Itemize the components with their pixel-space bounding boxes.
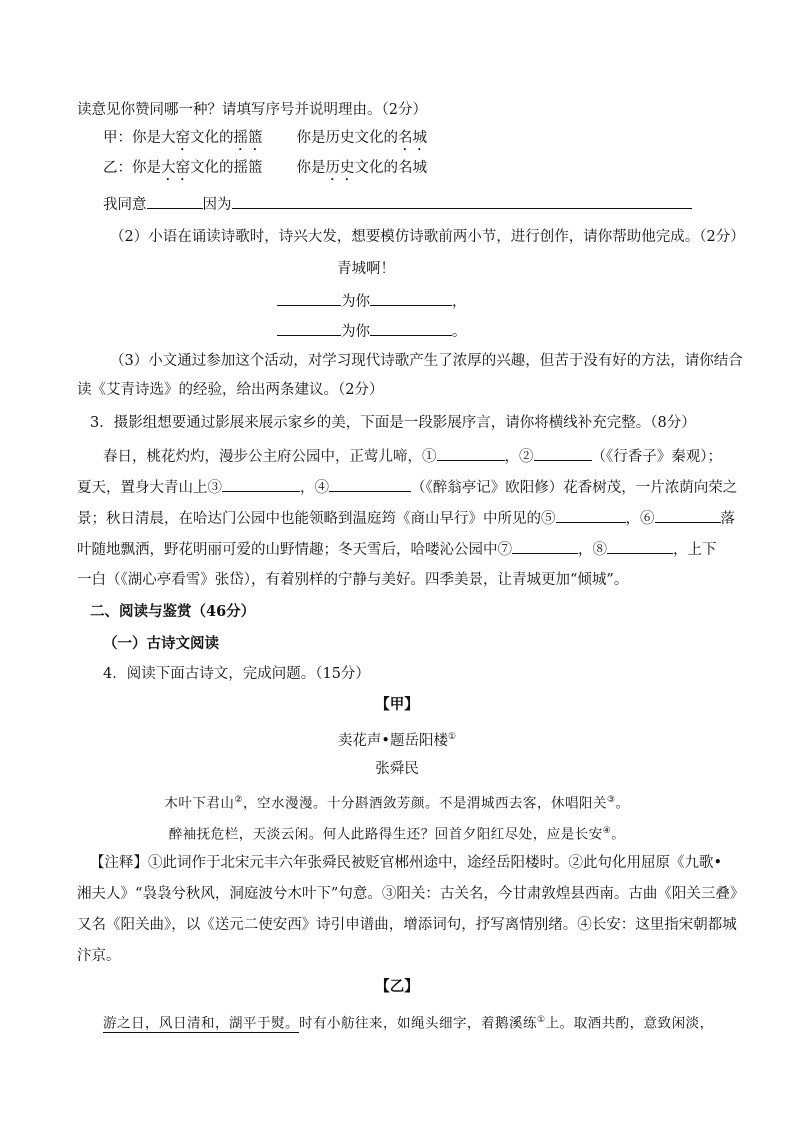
preface-text: ，⑧ [578, 542, 607, 558]
option-jia-emphasis: 摇篮 [233, 130, 263, 146]
poem-author: 张舜民 [375, 761, 419, 777]
answer-blank[interactable] [232, 194, 692, 209]
footnote-marker: ③ [607, 795, 616, 805]
agree-prefix: 我同意 [103, 197, 147, 213]
poem-verse-1 [0, 790, 794, 814]
annotation-line: 汴京。 [77, 948, 121, 964]
agree-because: 因为 [202, 197, 232, 213]
answer-blank[interactable] [556, 508, 626, 523]
preface-text: 叶随地飘洒，野花明丽可爱的山野情趣；冬天雪后，哈喽沁公园中⑦ [77, 542, 512, 558]
preface-text: ，⑥ [625, 511, 655, 527]
verse-text: ，空水漫漫。十分斟酒敛芳颜。不是渭城西去客，休唱阳关 [243, 795, 607, 812]
preface-line [77, 508, 735, 529]
poem-title-text: 卖花声•题岳阳楼 [337, 732, 448, 749]
option-jia-emphasis: 名城 [398, 130, 427, 146]
option-jia [103, 128, 427, 154]
poem-punct: 。 [452, 324, 467, 340]
verse-text: 醉袖抚危栏，天淡云闲。何人此路得生还？回首夕阳红尽处，应是长安 [168, 826, 603, 843]
option-yi-text: 你是 [132, 160, 161, 176]
preface-text: 春日，桃花灼灼，漫步公主府公园中，正莺儿啼，① [103, 449, 437, 465]
option-yi [103, 158, 427, 184]
section-title: 二、阅读与鉴赏（46分） [90, 603, 256, 620]
poem-text: 为你 [341, 324, 370, 340]
answer-blank[interactable] [277, 321, 341, 336]
answer-blank[interactable] [607, 539, 673, 554]
footnote-marker: ① [537, 1015, 546, 1025]
answer-blank[interactable] [437, 446, 505, 461]
footnote-marker: ② [234, 795, 243, 805]
text-tag-jia: 【甲】 [375, 696, 419, 713]
q3-prompt-cont: 读《艾青诗选》的经验，给出两条建议。（2分） [77, 382, 384, 398]
option-yi-emphasis: 大窑 [161, 160, 190, 176]
underlined-sentence: 游之日，风日清和，湖平于熨。 [103, 1015, 299, 1032]
footnote-marker: ① [447, 732, 457, 742]
option-jia-label: 甲： [103, 130, 132, 146]
poem-line-1 [277, 291, 467, 312]
preface-text: ，② [504, 449, 534, 465]
q3-prompt: （3）小文通过参加这个活动，对学习现代诗歌产生了浓厚的兴趣，但苦于没有好的方法，请你结合 [110, 353, 743, 369]
preface-text: ，④ [300, 480, 329, 496]
prose-text: 上。取酒共酌，意致闲淡， [545, 1015, 714, 1032]
footnote-marker: ④ [602, 826, 612, 836]
preface-text: 景；秋日清晨，在哈达门公园中也能领略到温庭筠《商山早行》中所见的⑤ [77, 511, 556, 527]
answer-blank[interactable] [329, 477, 411, 492]
q2-prompt: （2）小语在诵读诗歌时，诗兴大发，想要模仿诗歌前两小节，进行创作，请你帮助他完成。（2分） [110, 229, 745, 245]
poem-verse-2 [0, 821, 794, 845]
poem-title [0, 727, 794, 751]
annotation-line: 又名《阳关曲》，以《送元二使安西》诗引申谱曲，增添词句，抒写离情别绪。④长安：这里指宋朝都城 [77, 917, 737, 933]
preface-text: （《行香子》秦观）； [591, 449, 722, 465]
option-jia-emphasis: 窑 [175, 130, 190, 146]
answer-blank[interactable] [370, 321, 452, 336]
preface-text: 落 [720, 511, 735, 527]
option-yi-label: 乙： [103, 160, 132, 176]
verse-text: 。 [615, 795, 630, 812]
answer-blank[interactable] [655, 508, 721, 523]
q-photo-stem: 3．摄影组想要通过影展来展示家乡的美，下面是一段影展序言，请你将横线补充完整。（8分） [90, 415, 696, 431]
preface-text: ，上下 [673, 542, 717, 558]
answer-blank[interactable] [277, 291, 341, 306]
option-yi-text: 文化的摇篮 [190, 160, 263, 176]
verse-text: 木叶下君山 [164, 795, 235, 812]
answer-blank[interactable] [512, 539, 578, 554]
preface-text: 夏天，置身大青山上③ [77, 480, 222, 496]
answer-blank[interactable] [534, 446, 592, 461]
verse-text: 。 [611, 826, 626, 843]
prose-line [103, 1010, 714, 1034]
preface-line [77, 539, 717, 560]
preface-line [77, 477, 737, 498]
option-jia-text: 文化的 [190, 130, 234, 146]
answer-blank[interactable] [222, 477, 300, 492]
prose-text: 时有小舫往来，如绳头细字，着鹅溪练 [299, 1015, 537, 1032]
poem-text: 为你 [341, 294, 370, 310]
q4-stem: 4．阅读下面古诗文，完成问题。（15分） [103, 666, 370, 682]
poem-line-2 [277, 321, 467, 342]
answer-blank[interactable] [370, 291, 452, 306]
option-yi-emphasis: 历史 [325, 160, 355, 176]
q1-intro: 读意见你赞同哪一种？请填写序号并说明理由。（2分） [77, 102, 427, 118]
option-yi-text: 文化的名城 [354, 160, 427, 176]
preface-text: （《醉翁亭记》欧阳修）花香树茂，一片浓荫向荣之 [411, 480, 738, 496]
preface-line [103, 446, 722, 467]
option-yi-text: 你是 [296, 160, 326, 176]
annotation-line: 【注释】①此词作于北宋元丰六年张舜民被贬官郴州途中，途经岳阳楼时。②此句化用屈原《九歌• [90, 855, 723, 871]
option-jia-text: 你是大 [132, 130, 176, 146]
subsection-title: （一）古诗文阅读 [103, 635, 219, 652]
preface-line: 一白（《湖心亭看雪》张岱），有着别样的宁静与美好。四季美景，让青城更加“倾城”。 [77, 572, 629, 588]
text-tag-yi: 【乙】 [375, 978, 419, 995]
agree-line [103, 194, 692, 215]
poem-title-qingcheng: 青城啊！ [337, 261, 395, 277]
annotation-line: 湘夫人》“袅袅兮秋风，洞庭波兮木叶下”句意。③阳关：古关名，今甘肃敦煌县西南。古曲《阳关三叠》 [77, 886, 745, 902]
answer-blank[interactable] [147, 194, 203, 209]
option-jia-text: 你是历史文化的 [296, 130, 398, 146]
poem-punct: ， [452, 294, 467, 310]
